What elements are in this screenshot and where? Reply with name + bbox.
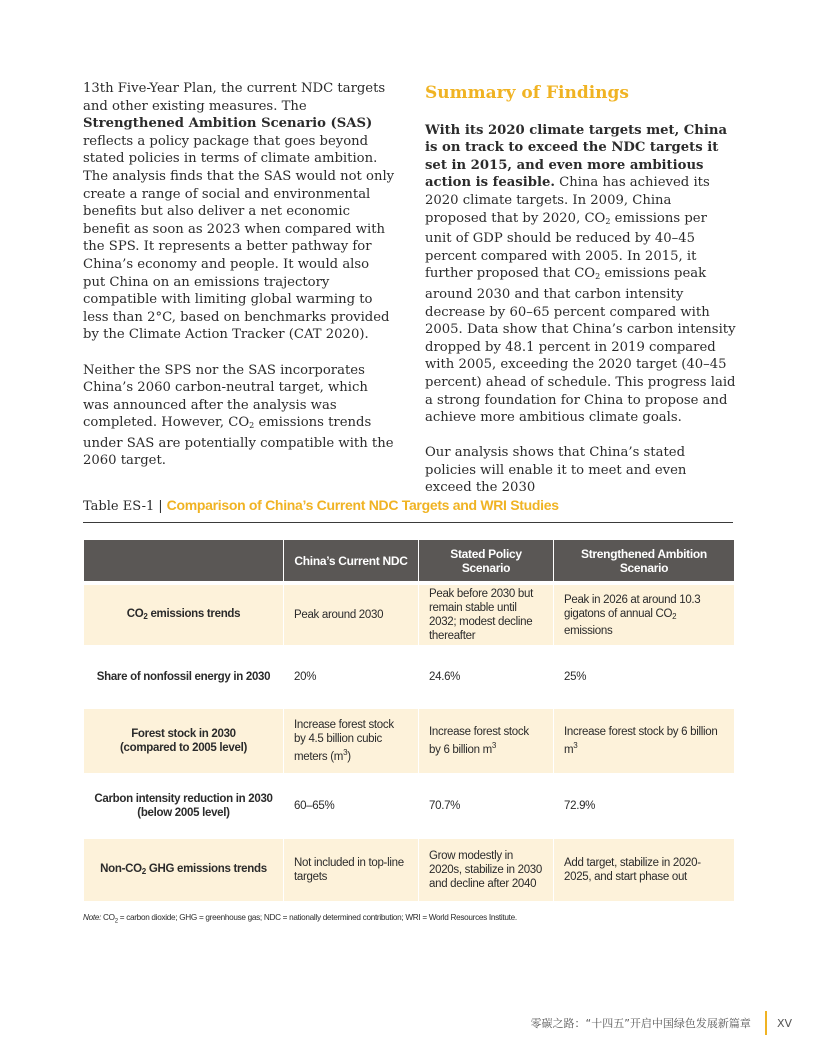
table-note: Note: $CO_2$ = carbon dioxide; GHG = greenhouse gas; NDC = nationally determined contribution; WRI = World Resources Institute. bbox=[83, 913, 517, 925]
left-paragraph-1 bbox=[83, 80, 395, 344]
header-stated-policy: Stated Policy Scenario bbox=[419, 540, 554, 581]
cell-sas: Peak in 2026 at around 10.3 gigatons of annual $CO_2$ emissions bbox=[554, 585, 734, 645]
left-column bbox=[83, 80, 395, 470]
bold-term: Strengthened Ambition Scenario (SAS) bbox=[83, 116, 373, 132]
text-run: China has achieved its 2020 climate targets. In 2009, China proposed that by 2020, CO bbox=[425, 175, 710, 226]
right-paragraph-2: Our analysis shows that China’s stated policies will enable it to meet and even exceed the 2030 bbox=[425, 445, 687, 496]
table-caption bbox=[83, 496, 733, 523]
left-paragraph-2 bbox=[83, 362, 395, 471]
right-column bbox=[425, 80, 737, 497]
table-header-row bbox=[84, 540, 734, 581]
row-label: Carbon intensity reduction in 2030 (below 2005 level) bbox=[84, 773, 284, 839]
lead-sentence: With its 2020 climate targets met, China is on track to exceed the NDC targets it set in 2015, and even more ambitious action is feasible. bbox=[425, 122, 728, 191]
table-row bbox=[84, 645, 734, 709]
header-current-ndc: China’s Current NDC bbox=[284, 540, 419, 581]
subscript: 2 bbox=[249, 421, 255, 431]
subscript: 2 bbox=[595, 272, 601, 282]
table-title: Comparison of China’s Current NDC Targets and WRI Studies bbox=[166, 497, 559, 513]
caption-separator: | bbox=[158, 499, 163, 514]
cell-sps: Increase forest stock by 6 billion $m^3$ bbox=[419, 709, 554, 773]
cell-sps: 24.6% bbox=[419, 645, 554, 709]
cell-sas: 25% bbox=[554, 645, 734, 709]
cell-ndc: Not included in top-line targets bbox=[284, 839, 419, 901]
text-run: Neither the SPS nor the SAS incorporates China’s 2060 carbon-neutral target, which was announced after the analysis was completed. However, CO bbox=[83, 362, 368, 431]
subscript: 2 bbox=[605, 216, 611, 226]
cell-ndc: 60–65% bbox=[284, 773, 419, 839]
cell-sps: 70.7% bbox=[419, 773, 554, 839]
page-footer bbox=[531, 1013, 792, 1033]
cell-sas: Add target, stabilize in 2020-2025, and start phase out bbox=[554, 839, 734, 901]
table-row bbox=[84, 773, 734, 839]
note-label: Note: bbox=[83, 913, 102, 922]
table-row bbox=[84, 839, 734, 901]
cell-sas: Increase forest stock by 6 billion $m^3$ bbox=[554, 709, 734, 773]
cell-ndc: Increase forest stock by 4.5 billion cubic meters $(m^3)$ bbox=[284, 709, 419, 773]
text-run: emissions per unit of GDP should be reduced by 40–45 percent compared with 2005. In 2015, it further proposed that CO bbox=[425, 210, 707, 282]
row-label: Non-$CO_2$ GHG emissions trends bbox=[84, 839, 284, 901]
cell-sps: Peak before 2030 but remain stable until 2032; modest decline thereafter bbox=[419, 585, 554, 645]
text-run: emissions peak around 2030 and that carbon intensity decrease by 60–65 percent compared with 2005. Data show that China’s carbon intensity dropped by 48.1 percent in 2019 compared with 2005, exceeding the 2020 target (40–45 percent) ahead of schedule. This progress laid a strong foundation for China to propose and achieve more ambitious climate goals. bbox=[425, 266, 736, 426]
cell-ndc: 20% bbox=[284, 645, 419, 709]
text-run: emissions trends under SAS are potentially compatible with the 2060 target. bbox=[83, 415, 394, 469]
table-row bbox=[84, 709, 734, 773]
row-label: Forest stock in 2030 (compared to 2005 level) bbox=[84, 709, 284, 773]
cell-sas: 72.9% bbox=[554, 773, 734, 839]
table-row bbox=[84, 585, 734, 645]
cell-sps: Grow modestly in 2020s, stabilize in 2030 and decline after 2040 bbox=[419, 839, 554, 901]
text-run: reflects a policy package that goes beyond stated policies in terms of climate ambition. The analysis finds that the SAS would not only create a range of social and environmental benefits but also deliver a net economic benefit as soon as 2023 when compared with the SPS. It represents a better pathway for China’s economy and people. It would also put China on an emissions trajectory compatible with limiting global warming to less than 2°C, based on benchmarks provided by the Climate Action Tracker (CAT 2020). bbox=[83, 133, 395, 343]
footer-divider bbox=[765, 1011, 767, 1035]
page-number: XV bbox=[776, 1016, 792, 1030]
section-heading: Summary of Findings bbox=[425, 83, 629, 103]
right-paragraph-1 bbox=[425, 122, 737, 427]
header-blank bbox=[84, 540, 284, 581]
text-run: 13th Five-Year Plan, the current NDC targets and other existing measures. The bbox=[83, 81, 386, 114]
table-number: Table ES-1 bbox=[83, 499, 155, 514]
row-label: Share of nonfossil energy in 2030 bbox=[84, 645, 284, 709]
footer-title: 零碳之路：“十四五”开启中国绿色发展新篇章 bbox=[530, 1017, 751, 1030]
comparison-table bbox=[84, 540, 734, 901]
cell-ndc: Peak around 2030 bbox=[284, 585, 419, 645]
header-strengthened-ambition: Strengthened Ambition Scenario bbox=[554, 540, 734, 581]
row-label: $CO_2$ emissions trends bbox=[84, 585, 284, 645]
